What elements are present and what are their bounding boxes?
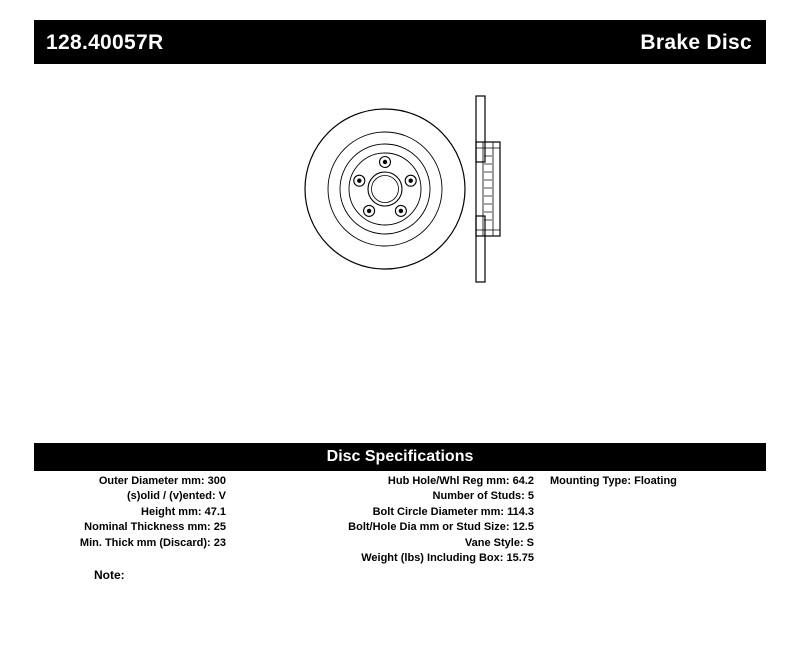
stud-hole-center	[383, 160, 387, 164]
spec-item: Bolt/Hole Dia mm or Stud Size: 12.5	[348, 521, 534, 534]
spec-item: Min. Thick mm (Discard): 23	[79, 536, 226, 549]
specs-column-left	[34, 474, 226, 551]
rotor-hub-hole-inner	[372, 176, 399, 203]
stud-hole-center	[399, 209, 403, 213]
part-number: 128.40057R	[46, 30, 164, 54]
brake-disc-drawing	[290, 84, 550, 294]
specs-title-bar	[34, 443, 766, 471]
rotor-edge-view-label	[550, 84, 551, 85]
note-row	[94, 568, 125, 582]
spec-item: Number of Studs: 5	[432, 490, 534, 503]
spec-item: Nominal Thickness mm: 25	[84, 521, 226, 534]
page-title: Brake Disc	[640, 30, 752, 54]
rotor-hat-outer	[340, 144, 430, 234]
specs-title: Disc Specifications	[326, 448, 474, 465]
stud-hole-center	[367, 209, 371, 213]
rotor-hat-edge-bottom	[476, 216, 485, 282]
rotor-hat-edge-top	[476, 96, 485, 162]
stud-hole-center	[409, 179, 413, 183]
spec-item: Height mm: 47.1	[141, 505, 226, 518]
spec-item: Bolt Circle Diameter mm: 114.3	[372, 505, 534, 518]
spec-item: Outer Diameter mm: 300	[98, 475, 226, 487]
specs-column-middle	[244, 474, 534, 566]
vane-hatch-group	[484, 156, 492, 220]
stud-hole-center	[357, 179, 361, 183]
spec-item: Weight (lbs) Including Box: 15.75	[361, 552, 534, 565]
spec-item: (s)olid / (v)ented: V	[127, 490, 226, 503]
specs-table	[34, 474, 766, 564]
spec-item: Hub Hole/Whl Reg mm: 64.2	[387, 475, 534, 487]
header-bar	[34, 20, 766, 64]
stud-hole-group	[354, 157, 416, 217]
rotor-hub-hole	[368, 172, 402, 206]
note-label: Note:	[94, 568, 125, 582]
spec-item: Vane Style: S	[464, 536, 534, 549]
rotor-edge-section	[476, 96, 500, 282]
brake-disc-svg	[290, 84, 550, 294]
rotor-friction-ring-inner	[328, 132, 442, 246]
rotor-outer-circle	[305, 109, 465, 269]
specs-column-right	[550, 474, 766, 489]
rotor-face-view-label	[550, 84, 551, 85]
spec-item: Mounting Type: Floating	[550, 475, 677, 487]
